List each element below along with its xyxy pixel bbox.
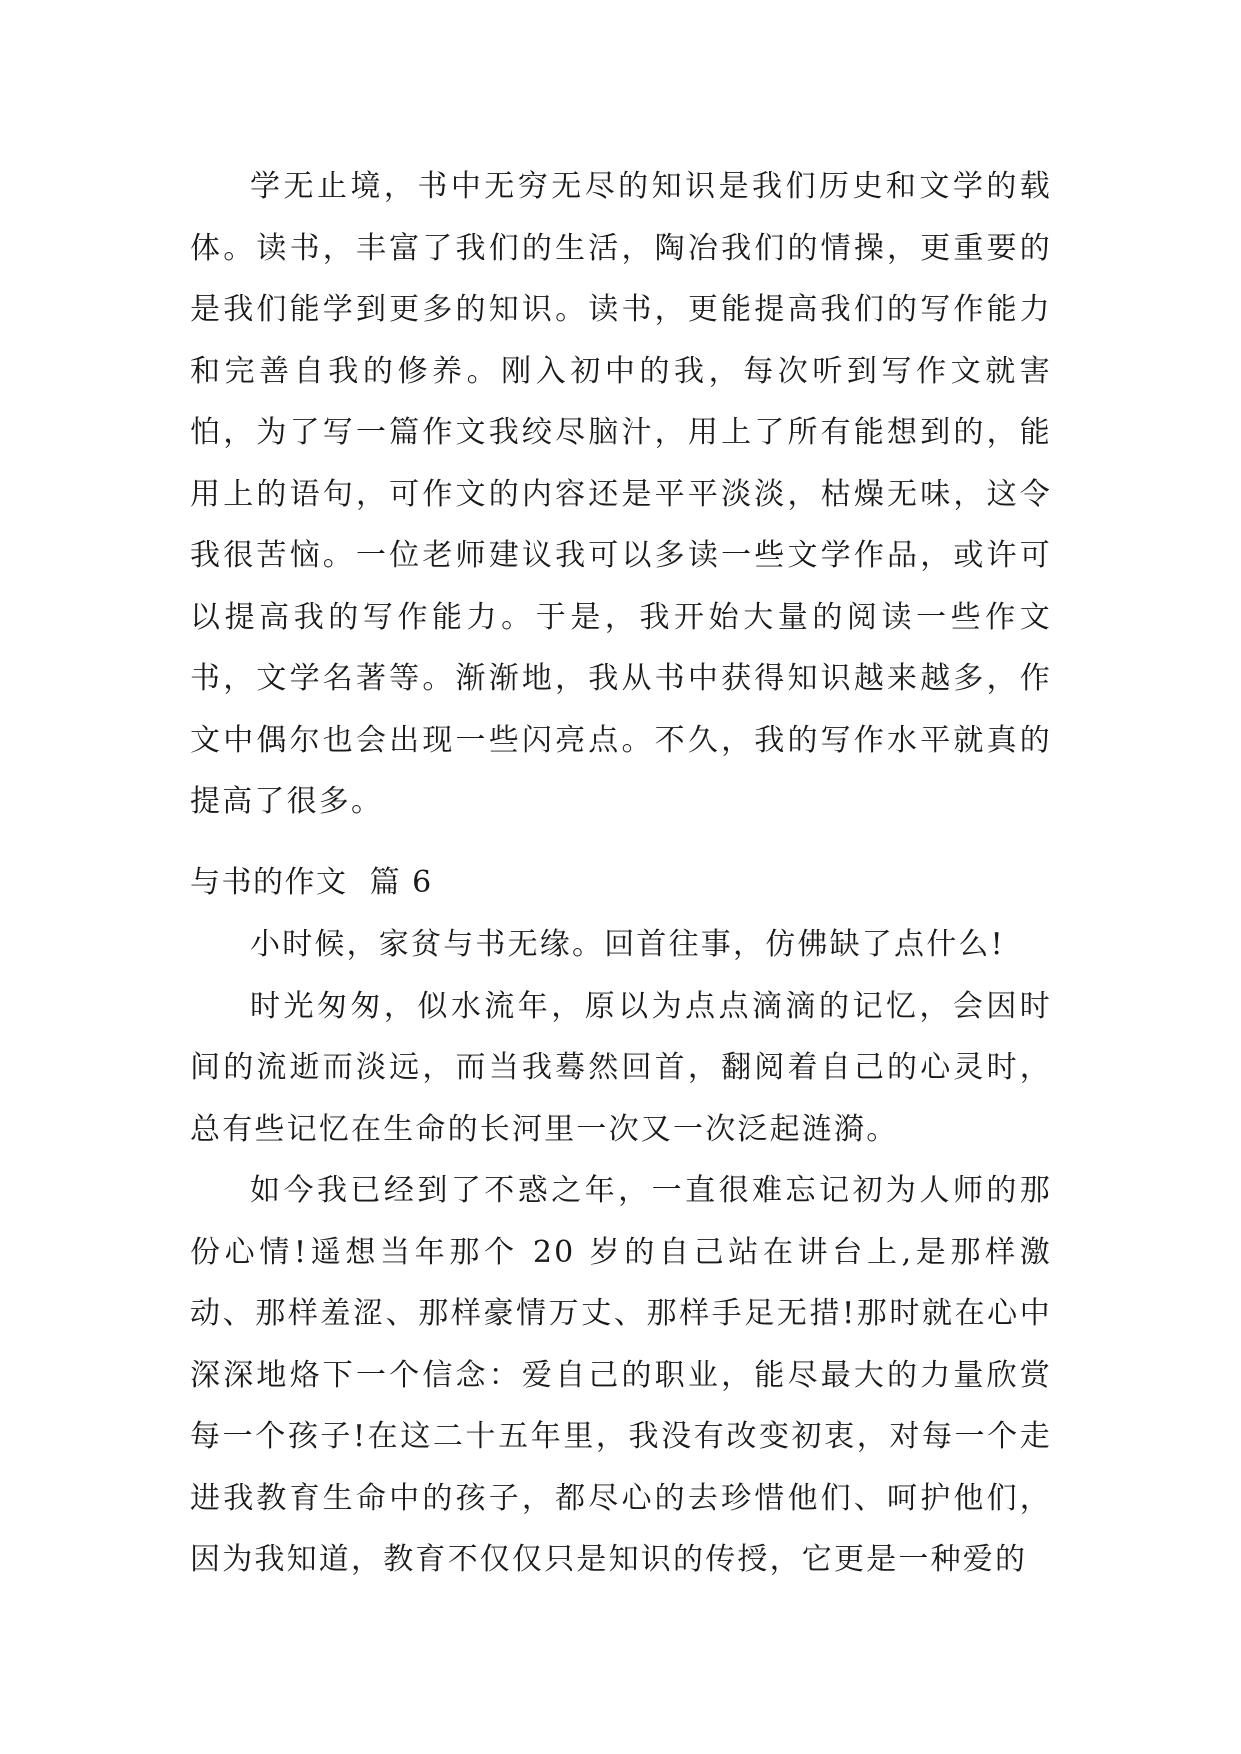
- paragraph: 学无止境，书中无穷无尽的知识是我们历史和文学的载体。读书，丰富了我们的生活，陶冶我们的情操，更重要的是我们能学到更多的知识。读书，更能提高我们的写作能力和完善自我的修养。刚入初中的我，每次听到写作文就害怕，为了写一篇作文我绞尽脑汁，用上了所有能想到的，能用上的语句，可作文的内容还是平平淡淡，枯燥无味，这令我很苦恼。一位老师建议我可以多读一些文学作品，或许可以提高我的写作能力。于是，我开始大量的阅读一些作文书，文学名著等。渐渐地，我从书中获得知识越来越多，作文中偶尔也会出现一些闪亮点。不久，我的写作水平就真的提高了很多。: [190, 169, 1052, 819]
- paragraph: 如今我已经到了不惑之年，一直很难忘记初为人师的那份心情!遥想当年那个 20 岁的自己站在讲台上,是那样激动、那样羞涩、那样豪情万丈、那样手足无措!那时就在心中深深地烙下一个信念：爱自己的职业，能尽最大的力量欣赏每一个孩子!在这二十五年里，我没有改变初衷，对每一个走进我教育生命中的孩子，都尽心的去珍惜他们、呵护他们，因为我知道，教育不仅仅只是知识的传授，它更是一种爱的: [190, 1173, 1052, 1577]
- paragraph: 小时候，家贫与书无缘。回首往事，仿佛缺了点什么!: [250, 927, 1005, 962]
- section-heading: 与书的作文 篇 6: [190, 865, 433, 900]
- body-text-bottom: [190, 914, 1052, 1591]
- paragraph: 时光匆匆，似水流年，原以为点点滴滴的记忆，会因时间的流逝而淡远，而当我蓦然回首，翻阅着自己的心灵时，总有些记忆在生命的长河里一次又一次泛起涟漪。: [190, 988, 1052, 1147]
- body-text-top: [190, 156, 1052, 833]
